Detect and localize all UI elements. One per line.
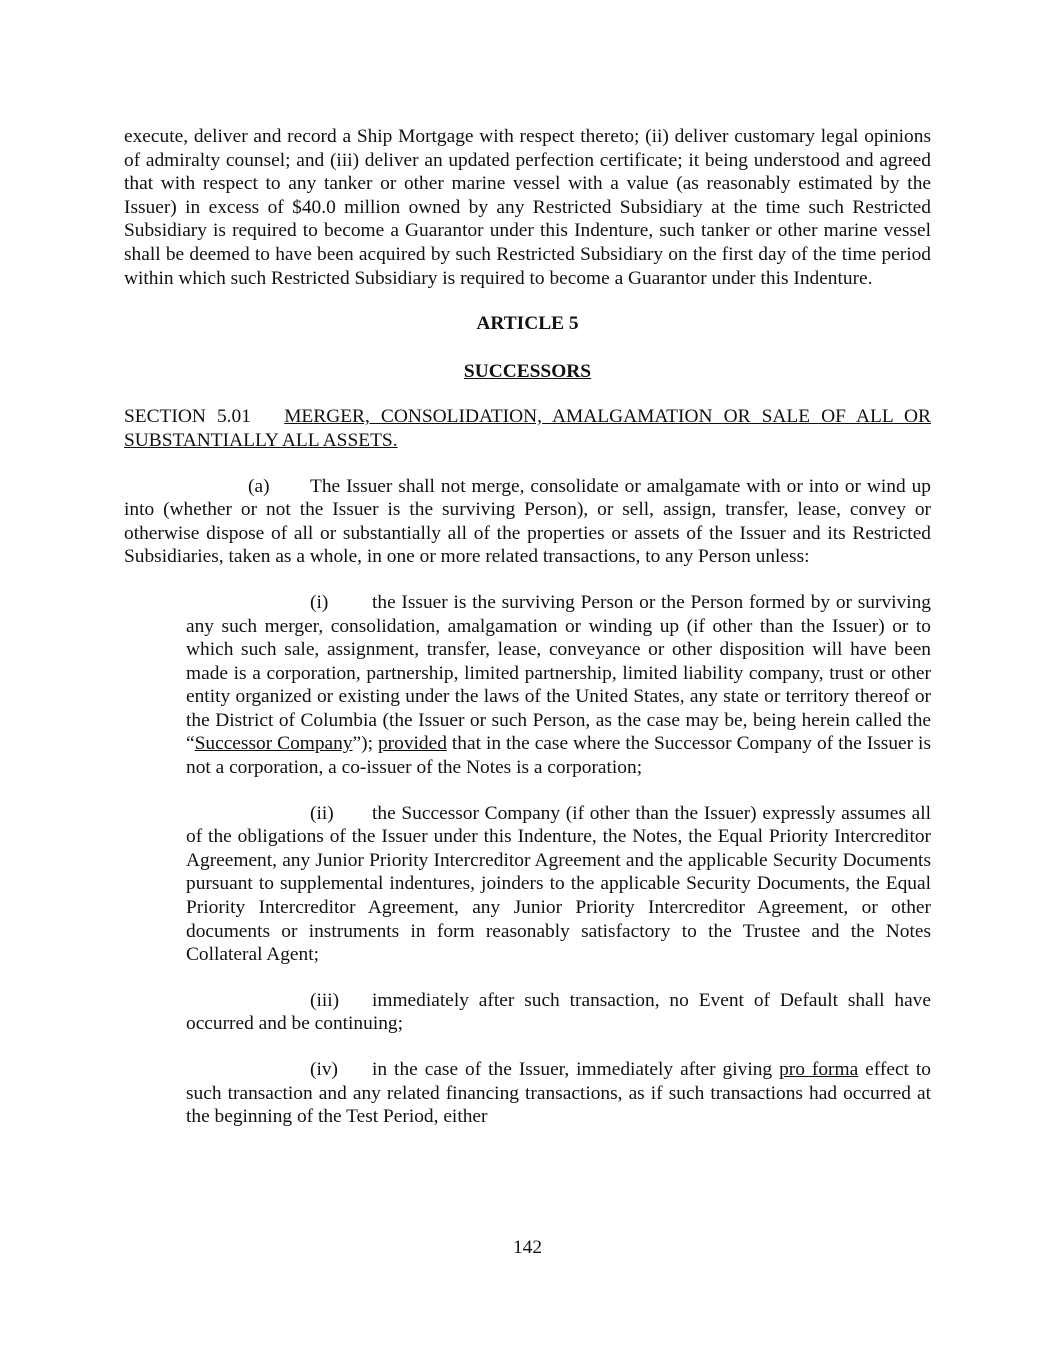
clause-iii bbox=[186, 989, 931, 1036]
clause-i-text-3: that in the case where the Successor Company of the Issuer is not a corporation, a co-issuer of the Notes is a corporation; bbox=[186, 733, 931, 779]
page-number: 142 bbox=[512, 1237, 543, 1258]
clause-iii-marker: (iii) bbox=[310, 989, 340, 1011]
pro-forma-term: pro forma bbox=[779, 1059, 859, 1080]
provided-term: provided bbox=[377, 733, 447, 755]
article-title: SUCCESSORS bbox=[463, 360, 592, 382]
opening-paragraph: execute, deliver and record a Ship Mortgage with respect thereto; (ii) deliver customary legal opinions of admiralty counsel; and (iii) deliver an updated perfection certificate; it being understood and agreed that with respect to any tanker or other marine vessel with a value (as reasonably estimated by the Issuer) in excess of $40.0 million owned by any Restricted Subsidiary at the time such Restricted Subsidiary is required to become a Guarantor under this Indenture, such tanker or other marine vessel shall be deemed to have been acquired by such Restricted Subsidiary on the first day of the time period within which such Restricted Subsidiary is required to become a Guarantor under this Indenture. bbox=[124, 126, 931, 289]
clause-ii-text: the Successor Company (if other than the Issuer) expressly assumes all of the obligations of the Issuer under this Indenture, the Notes, the Equal Priority Intercreditor Agreement, any Junior Priority Intercreditor Agreement and the applicable Security Documents pursuant to supplemental indentures, joinders to the applicable Security Documents, the Equal Priority Intercreditor Agreement, any Junior Priority Intercreditor Agreement, or other documents or instruments in form reasonably satisfactory to the Trustee and the Notes Collateral Agent; bbox=[186, 802, 931, 966]
clause-iii-text: immediately after such transaction, no Event of Default shall have occurred and be continuing; bbox=[186, 989, 931, 1035]
successor-company-term: Successor Company bbox=[194, 733, 353, 755]
clause-a-marker: (a) bbox=[248, 475, 270, 497]
clause-ii bbox=[186, 802, 931, 967]
article-heading: ARTICLE 5 bbox=[476, 313, 579, 335]
clause-iv-text-1: in the case of the Issuer, immediately after giving bbox=[372, 1059, 780, 1080]
clause-ii-marker: (ii) bbox=[310, 802, 334, 824]
clause-i-text-1: the Issuer is the surviving Person or the Person formed by or surviving any such merger, consolidation, amalgamation or winding up (if other than the Issuer) or to which such sale, assignment, transfer, lease, conveyance or other disposition will have been made is a corporation, partnership, limited partnership, limited liability company, trust or other entity organized or existing under the laws of the United States, any state or territory thereof or the District of Columbia (the Issuer or such Person, as the case may be, being herein called the “ bbox=[186, 591, 931, 755]
clause-i bbox=[186, 591, 931, 780]
page-body bbox=[124, 125, 931, 1151]
clause-iv bbox=[186, 1058, 931, 1129]
clause-a-text: The Issuer shall not merge, consolidate or amalgamate with or into or wind up into (whether or not the Issuer is the surviving Person), or sell, assign, transfer, lease, convey or otherwise dispose of all or substantially all of the properties or assets of the Issuer and its Restricted Subsidiaries, taken as a whole, in one or more related transactions, to any Person unless: bbox=[124, 475, 931, 568]
section-title: MERGER, CONSOLIDATION, AMALGAMATION OR SALE OF ALL OR SUBSTANTIALLY ALL ASSETS. bbox=[124, 406, 931, 451]
article-title-line bbox=[124, 360, 931, 384]
clause-i-text-2: ”); bbox=[352, 733, 378, 755]
clause-i-marker: (i) bbox=[310, 591, 329, 613]
section-heading bbox=[124, 405, 931, 452]
clause-iv-text-2: effect to such transaction and any related financing transactions, as if such transactions had occurred at the beginning of the Test Period, either bbox=[186, 1059, 931, 1128]
clause-a bbox=[124, 475, 931, 569]
section-number: SECTION 5.01 bbox=[124, 406, 251, 428]
clause-iv-marker: (iv) bbox=[310, 1059, 338, 1080]
